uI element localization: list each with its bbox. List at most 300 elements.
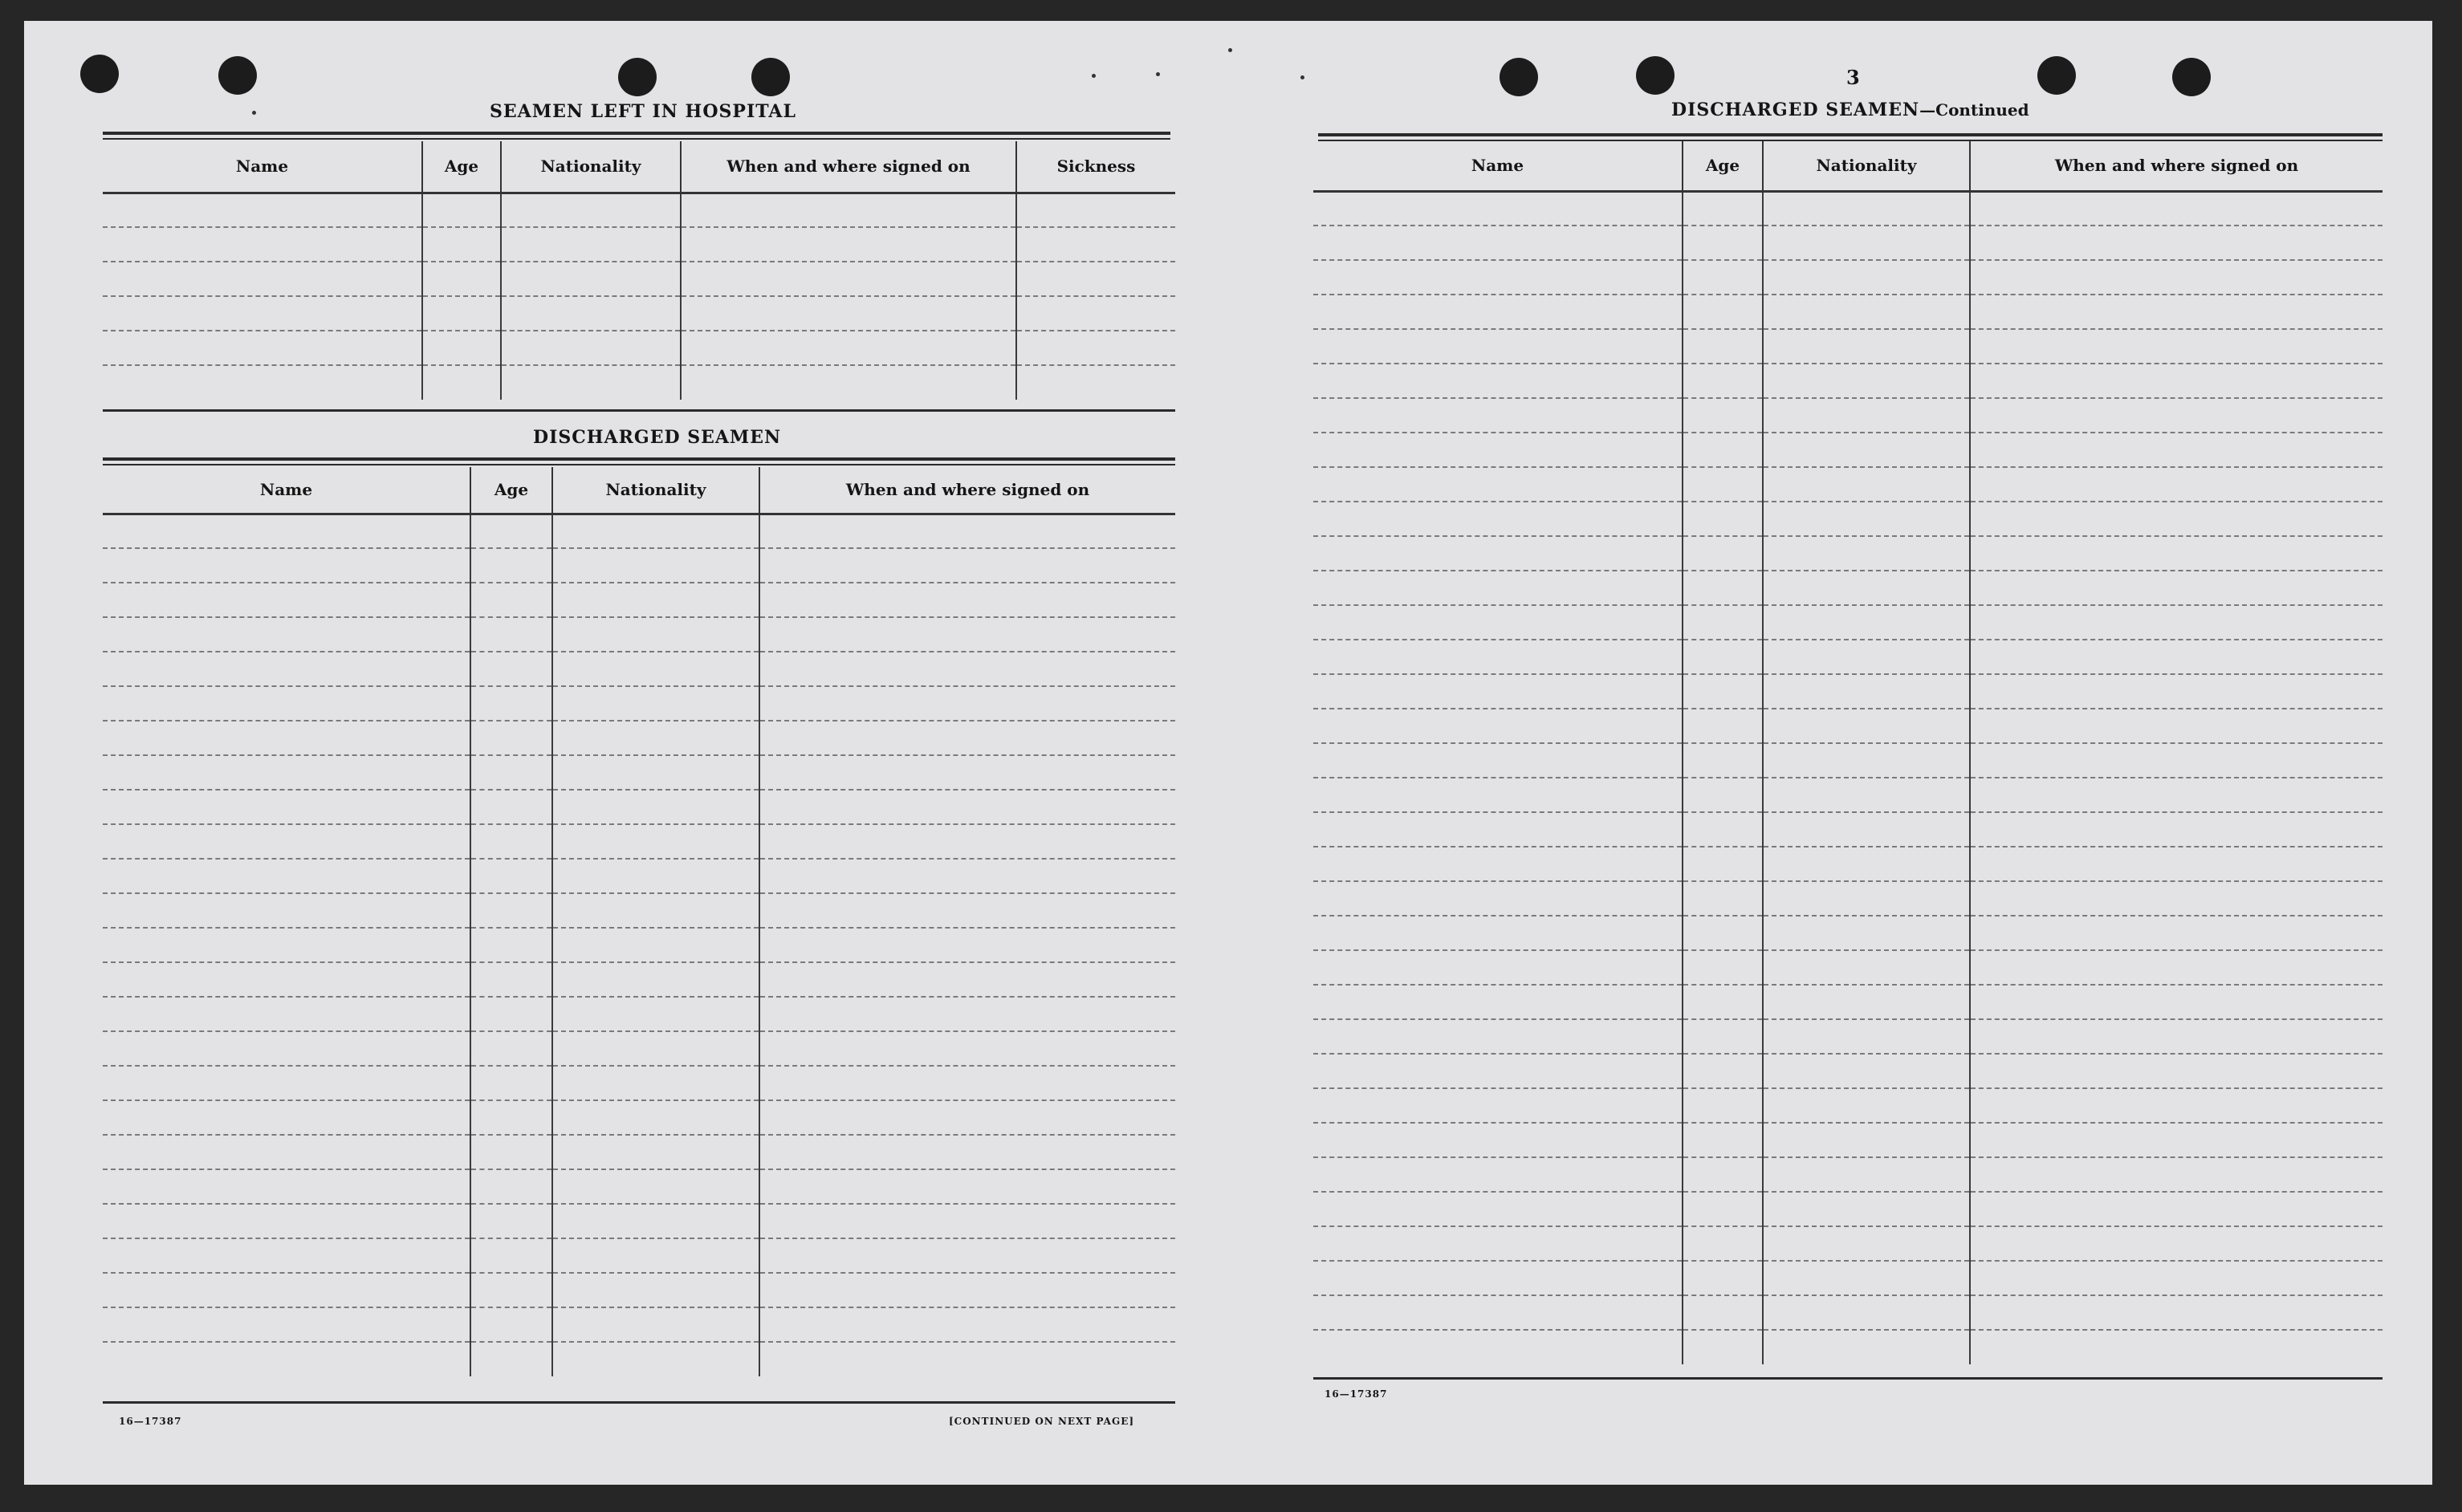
blank-cell [552,962,759,997]
binder-hole [2172,58,2211,96]
table-row [1313,674,2383,709]
table-row [103,721,1175,755]
blank-cell [1763,191,1970,226]
blank-cell [1970,502,2383,536]
blank-cell [759,824,1175,859]
blank-cell [470,1169,552,1204]
blank-cell [422,193,501,227]
ink-speck [1156,72,1160,76]
blank-cell [1683,1330,1763,1364]
blank-cell [1313,743,1683,778]
table-row [1313,571,2383,605]
blank-cell [1683,467,1763,502]
blank-cell [552,1031,759,1066]
table-row [1313,743,2383,778]
blank-cell [1683,640,1763,674]
blank-cell [1970,640,2383,674]
blank-cell [470,997,552,1031]
table-row [103,1342,1175,1376]
blank-cell [1016,296,1175,331]
blank-cell [759,721,1175,755]
hospital-bottom-rule [103,409,1175,412]
blank-cell [103,1100,470,1135]
continued-section-title [1671,100,2029,120]
blank-cell [1970,709,2383,743]
blank-cell [470,1238,552,1273]
blank-cell [759,686,1175,721]
blank-cell [470,893,552,928]
blank-cell [103,824,470,859]
blank-cell [103,962,470,997]
table-row [1313,191,2383,226]
blank-cell [552,1307,759,1342]
table-row [1313,295,2383,329]
blank-cell [103,548,470,583]
blank-cell [470,686,552,721]
col-header-nationality: Nationality [1763,141,1970,191]
table-row [1313,536,2383,571]
blank-cell [1683,1019,1763,1054]
col-header-signed-on: When and where signed on [759,467,1175,514]
blank-cell [1683,571,1763,605]
blank-cell [1313,329,1683,364]
blank-cell [1313,1157,1683,1192]
blank-cell [103,262,422,296]
blank-cell [103,1031,470,1066]
discharged-section-title: DISCHARGED SEAMEN [533,427,782,448]
blank-cell [103,365,422,400]
table-row [1313,1295,2383,1330]
blank-cell [1313,1226,1683,1261]
blank-cell [681,365,1016,400]
blank-cell [759,1135,1175,1169]
blank-cell [1970,985,2383,1019]
table-row [1313,812,2383,847]
blank-cell [470,790,552,824]
blank-cell [1313,778,1683,812]
table-row [1313,1019,2383,1054]
blank-cell [103,1238,470,1273]
blank-cell [470,617,552,652]
table-row [103,859,1175,893]
blank-cell [470,1100,552,1135]
blank-cell [501,262,681,296]
table-row [1313,329,2383,364]
blank-cell [1763,536,1970,571]
blank-cell [103,686,470,721]
blank-cell [103,1169,470,1204]
table-row [103,365,1175,400]
table-row [103,1135,1175,1169]
table-row [1313,433,2383,467]
table-row [1313,709,2383,743]
table-row [1313,985,2383,1019]
blank-cell [1763,674,1970,709]
blank-cell [552,893,759,928]
blank-cell [552,652,759,686]
table-row [103,686,1175,721]
discharged-top-rule [103,457,1175,461]
blank-cell [103,514,470,548]
blank-cell [759,997,1175,1031]
table-row [103,1307,1175,1342]
table-row [103,790,1175,824]
table-row [103,262,1175,296]
blank-cell [759,1100,1175,1135]
blank-cell [759,1273,1175,1307]
table-row [1313,1088,2383,1123]
blank-cell [103,1204,470,1238]
table-row [103,1066,1175,1100]
blank-cell [1313,364,1683,398]
table-row [103,1100,1175,1135]
blank-cell [422,331,501,365]
hospital-table [103,141,1175,400]
blank-cell [103,1135,470,1169]
continued-title-suffix: —Continued [1919,100,2029,120]
blank-cell [1313,191,1683,226]
blank-cell [1313,640,1683,674]
blank-cell [1763,398,1970,433]
blank-cell [759,1307,1175,1342]
blank-cell [552,686,759,721]
table-row [1313,1054,2383,1088]
blank-cell [1763,985,1970,1019]
blank-cell [1683,605,1763,640]
continued-top-rule [1318,133,2383,136]
blank-cell [1970,1261,2383,1295]
blank-cell [1683,709,1763,743]
blank-cell [103,193,422,227]
blank-cell [103,1273,470,1307]
blank-cell [552,1135,759,1169]
blank-cell [1313,1261,1683,1295]
blank-cell [1763,709,1970,743]
blank-cell [1313,950,1683,985]
table-row [1313,1123,2383,1157]
table-row [1313,605,2383,640]
blank-cell [552,1342,759,1376]
blank-cell [501,296,681,331]
blank-cell [1970,364,2383,398]
blank-cell [1683,502,1763,536]
blank-cell [1313,467,1683,502]
blank-cell [103,1342,470,1376]
blank-cell [681,262,1016,296]
blank-cell [1313,812,1683,847]
blank-cell [1763,950,1970,985]
blank-cell [759,548,1175,583]
binder-hole [2037,56,2076,95]
table-row [103,583,1175,617]
blank-cell [759,962,1175,997]
blank-cell [681,193,1016,227]
blank-cell [1970,950,2383,985]
hospital-top-rule [103,132,1170,135]
blank-cell [759,514,1175,548]
blank-cell [470,548,552,583]
blank-cell [552,548,759,583]
table-row [103,331,1175,365]
ink-speck [1092,74,1096,78]
col-header-name: Name [103,467,470,514]
blank-cell [1763,778,1970,812]
blank-cell [470,824,552,859]
blank-cell [1016,331,1175,365]
table-row [103,193,1175,227]
table-row [1313,260,2383,295]
blank-cell [1683,881,1763,916]
blank-cell [1313,260,1683,295]
blank-cell [470,755,552,790]
blank-cell [1313,1192,1683,1226]
ink-speck [1300,75,1304,79]
blank-cell [1970,916,2383,950]
blank-cell [1763,226,1970,260]
table-row [103,824,1175,859]
continued-table [1313,141,2383,1364]
blank-cell [501,227,681,262]
blank-cell [1970,329,2383,364]
blank-cell [422,262,501,296]
blank-cell [103,755,470,790]
blank-cell [759,1066,1175,1100]
blank-cell [1683,191,1763,226]
blank-cell [1763,1088,1970,1123]
blank-cell [1313,295,1683,329]
discharged-rows [103,514,1175,1376]
blank-cell [1763,1261,1970,1295]
table-row [103,997,1175,1031]
blank-cell [103,1066,470,1100]
blank-cell [1016,227,1175,262]
blank-cell [1313,605,1683,640]
table-row [103,1273,1175,1307]
blank-cell [103,928,470,962]
blank-cell [1970,433,2383,467]
table-row [1313,1261,2383,1295]
blank-cell [1970,605,2383,640]
blank-cell [1313,847,1683,881]
blank-cell [1970,778,2383,812]
table-row [1313,847,2383,881]
col-header-nationality: Nationality [501,141,681,193]
table-row [103,652,1175,686]
table-row [1313,226,2383,260]
blank-cell [552,755,759,790]
table-row [103,548,1175,583]
blank-cell [470,1307,552,1342]
blank-cell [103,721,470,755]
blank-cell [470,1135,552,1169]
table-row [1313,502,2383,536]
table-row [1313,398,2383,433]
blank-cell [1970,226,2383,260]
col-header-age: Age [470,467,552,514]
discharged-top-rule-thin [103,464,1175,465]
blank-cell [1313,881,1683,916]
blank-cell [1763,743,1970,778]
blank-cell [501,331,681,365]
table-row [1313,467,2383,502]
col-header-signed-on: When and where signed on [681,141,1016,193]
binder-hole [751,58,790,96]
page-number: 3 [1846,66,1860,89]
continued-rows [1313,191,2383,1364]
table-row [1313,778,2383,812]
blank-cell [1313,502,1683,536]
blank-cell [470,514,552,548]
blank-cell [1683,1295,1763,1330]
blank-cell [1970,467,2383,502]
blank-cell [1763,467,1970,502]
blank-cell [1763,812,1970,847]
blank-cell [501,193,681,227]
blank-cell [1313,571,1683,605]
blank-cell [470,652,552,686]
blank-cell [1970,536,2383,571]
table-row [1313,1226,2383,1261]
blank-cell [1970,295,2383,329]
blank-cell [1970,743,2383,778]
blank-cell [759,1204,1175,1238]
blank-cell [1763,1123,1970,1157]
blank-cell [759,617,1175,652]
blank-cell [759,859,1175,893]
blank-cell [552,928,759,962]
blank-cell [1683,536,1763,571]
table-row [103,227,1175,262]
col-header-age: Age [1683,141,1763,191]
binder-hole [1636,56,1675,95]
blank-cell [1683,1088,1763,1123]
continued-bottom-rule [1313,1377,2383,1380]
blank-cell [1970,1192,2383,1226]
hospital-section-title: SEAMEN LEFT IN HOSPITAL [490,101,796,122]
discharged-table [103,467,1175,1376]
table-row [1313,950,2383,985]
table-row [1313,881,2383,916]
blank-cell [1970,398,2383,433]
blank-cell [759,928,1175,962]
blank-cell [422,296,501,331]
blank-cell [552,721,759,755]
blank-cell [1683,847,1763,881]
blank-cell [552,1066,759,1100]
blank-cell [681,227,1016,262]
blank-cell [1683,1123,1763,1157]
blank-cell [552,997,759,1031]
table-row [103,1169,1175,1204]
blank-cell [1313,1019,1683,1054]
blank-cell [1970,191,2383,226]
document-sheet [24,21,2432,1485]
blank-cell [103,331,422,365]
blank-cell [759,755,1175,790]
blank-cell [1763,605,1970,640]
blank-cell [759,652,1175,686]
blank-cell [422,365,501,400]
blank-cell [552,859,759,893]
blank-cell [1683,1054,1763,1088]
blank-cell [501,365,681,400]
blank-cell [1683,433,1763,467]
blank-cell [1683,226,1763,260]
blank-cell [1016,262,1175,296]
blank-cell [552,1100,759,1135]
blank-cell [1970,1123,2383,1157]
blank-cell [1970,1019,2383,1054]
table-row [1313,364,2383,398]
blank-cell [759,1238,1175,1273]
blank-cell [1763,1054,1970,1088]
blank-cell [552,1238,759,1273]
blank-cell [1016,193,1175,227]
table-row [1313,640,2383,674]
blank-cell [552,1273,759,1307]
blank-cell [103,617,470,652]
blank-cell [759,1169,1175,1204]
blank-cell [470,583,552,617]
blank-cell [1313,536,1683,571]
col-header-age: Age [422,141,501,193]
blank-cell [1970,1295,2383,1330]
binder-hole [618,58,657,96]
discharged-bottom-rule [103,1401,1175,1404]
blank-cell [470,721,552,755]
blank-cell [103,296,422,331]
blank-cell [759,893,1175,928]
blank-cell [552,514,759,548]
continued-note: [CONTINUED ON NEXT PAGE] [949,1416,1135,1427]
blank-cell [1313,433,1683,467]
col-header-sickness: Sickness [1016,141,1175,193]
blank-cell [1970,1054,2383,1088]
blank-cell [552,790,759,824]
blank-cell [1683,1261,1763,1295]
blank-cell [1763,916,1970,950]
blank-cell [552,1204,759,1238]
blank-cell [1313,1330,1683,1364]
table-row [103,1204,1175,1238]
table-row [103,755,1175,790]
blank-cell [1313,985,1683,1019]
table-row [103,296,1175,331]
blank-cell [552,824,759,859]
blank-cell [1763,640,1970,674]
blank-cell [1763,1226,1970,1261]
table-row [103,617,1175,652]
blank-cell [1313,709,1683,743]
blank-cell [1683,1192,1763,1226]
form-code-left: 16—17387 [119,1416,182,1427]
blank-cell [470,1066,552,1100]
blank-cell [1683,743,1763,778]
blank-cell [1313,1295,1683,1330]
blank-cell [1683,778,1763,812]
blank-cell [103,997,470,1031]
blank-cell [1970,1226,2383,1261]
col-header-name: Name [1313,141,1683,191]
blank-cell [1683,260,1763,295]
blank-cell [470,1204,552,1238]
binder-hole [218,56,257,95]
blank-cell [1313,916,1683,950]
blank-cell [422,227,501,262]
blank-cell [1763,847,1970,881]
blank-cell [103,1307,470,1342]
blank-cell [470,1031,552,1066]
